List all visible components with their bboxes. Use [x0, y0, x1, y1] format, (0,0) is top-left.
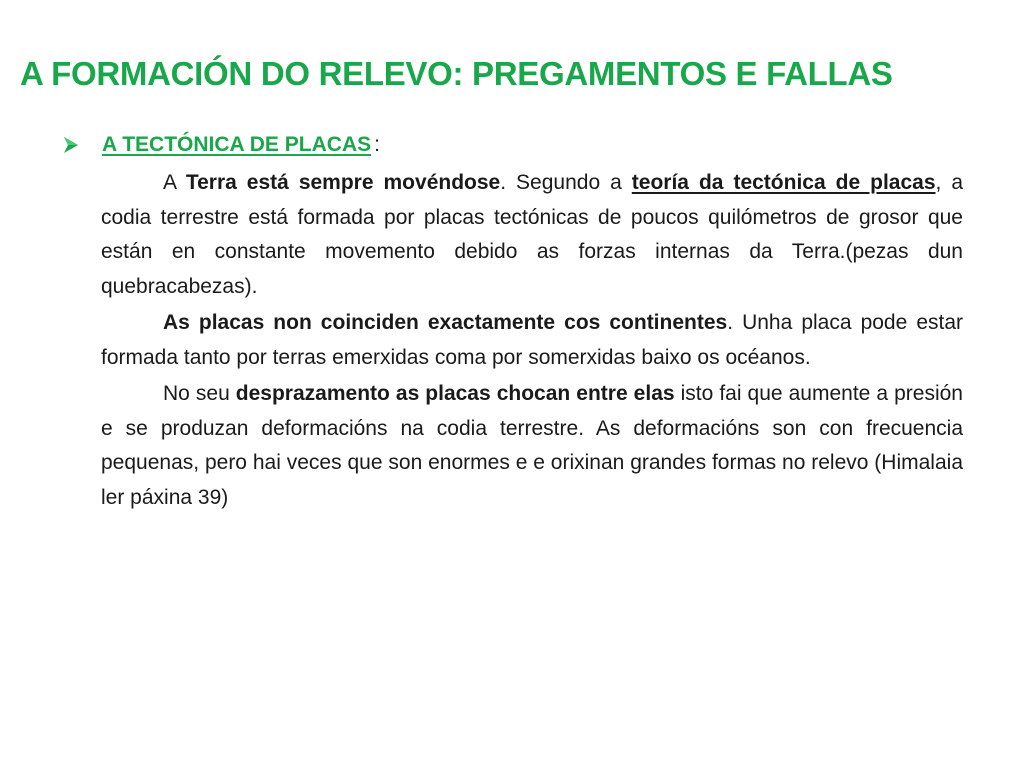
paragraph-2-bold: As placas non coinciden exactamente cos continentes [163, 311, 728, 334]
paragraph-1-text-a: A [163, 171, 186, 194]
bullet-heading: A TECTÓNICA DE PLACAS [102, 133, 372, 156]
arrow-bullet-icon [62, 136, 80, 154]
paragraph-1-bold-underlined: teoría da tectónica de placas [631, 171, 936, 194]
paragraph-2-text: . Unha placa pode estar formada tanto por terras emerxidas coma por somerxidas baixo os océanos. [101, 311, 964, 369]
bullet-item [62, 131, 380, 159]
body-text [101, 166, 963, 517]
paragraph-3-bold: desprazamento as placas chocan entre elas [235, 382, 675, 405]
slide-title: A FORMACIÓN DO RELEVO: PREGAMENTOS E FALLAS [20, 55, 893, 92]
bullet-colon: : [374, 133, 380, 156]
paragraph-1-text-c: , a codia terrestre está formada por placas tectónicas de poucos quilómetros de grosor que están en constante movemento debido as forzas internas da Terra.(pezas dun quebracabezas). [101, 171, 963, 298]
paragraph-3-text-b: isto fai que aumente a presión e se produzan deformacións na codia terrestre. As deformacións son con frecuencia pequenas, pero hai veces que son enormes e e orixinan grandes formas no relevo (Himalaia ler páxina 39) [101, 382, 963, 509]
paragraph-3 [101, 377, 963, 515]
paragraph-2 [101, 306, 963, 375]
paragraph-1 [101, 166, 963, 304]
paragraph-3-text-a: No seu [163, 382, 236, 405]
paragraph-1-text-b: . Segundo a [500, 171, 632, 194]
paragraph-1-bold-a: Terra está sempre movéndose [185, 171, 501, 194]
